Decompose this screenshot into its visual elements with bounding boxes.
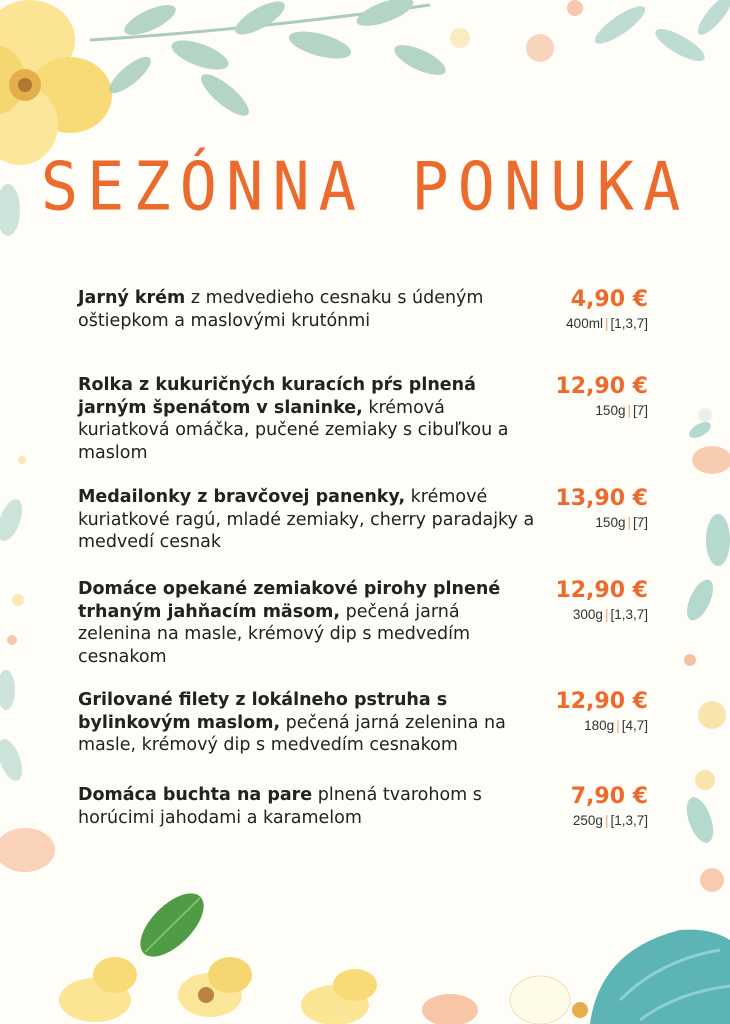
item-meta — [528, 316, 648, 331]
menu-item — [78, 486, 648, 554]
item-meta — [528, 515, 648, 530]
item-allergens: [7] — [632, 515, 648, 530]
item-detail: pečená jarná zelenina na masle, krémový dip s medvedím cesnakom — [78, 601, 471, 667]
item-detail: plnená tvarohom s horúcimi jahodami a karamelom — [78, 785, 482, 828]
item-detail: krémové kuriatkové ragú, mladé zemiaky, cherry paradajky a medvedí cesnak — [78, 487, 535, 552]
menu-item — [78, 374, 648, 464]
item-price: 13,90 € — [555, 486, 648, 511]
item-description — [78, 784, 538, 829]
divider: | — [616, 718, 620, 733]
item-name: Rolka z kukuričných kuracích pŕs plnená jarným špenátom v slaninke, — [78, 375, 476, 418]
item-name: Jarný krém — [78, 288, 186, 308]
item-meta — [528, 607, 648, 622]
item-portion: 180g — [584, 718, 615, 733]
item-portion: 300g — [572, 607, 603, 622]
right-leaves-icon — [681, 408, 730, 892]
page-title: SEZÓNNA PONUKA — [40, 147, 690, 226]
item-name: Medailonky z bravčovej panenky, — [78, 487, 406, 507]
item-allergens: [4,7] — [621, 718, 648, 733]
item-detail: krémová kuriatková omáčka, pučené zemiaky s cibuľkou a maslom — [78, 397, 509, 463]
price-block — [528, 486, 648, 530]
bottom-flowers-icon — [59, 957, 588, 1024]
menu-item — [78, 578, 648, 668]
yellow-flower-icon — [0, 0, 112, 165]
item-detail: z medvedieho cesnaku s údeným oštiepkom a maslovými krutónmi — [78, 288, 484, 331]
price-block — [528, 689, 648, 733]
item-detail: pečená jarná zelenina na masle, krémový dip s medvedím cesnakom — [78, 712, 506, 755]
item-allergens: [1,3,7] — [610, 607, 648, 622]
item-description — [78, 486, 538, 554]
item-description — [78, 374, 538, 464]
item-allergens: [7] — [632, 403, 648, 418]
leaf-branch-icon — [90, 0, 450, 122]
menu-item — [78, 287, 648, 332]
item-name: Domáca buchta na pare — [78, 785, 313, 805]
divider: | — [604, 607, 609, 622]
item-name: Grilované filety z lokálneho pstruha s bylinkovým maslom, — [78, 690, 448, 733]
item-meta — [528, 403, 648, 418]
item-price: 12,90 € — [555, 578, 648, 603]
item-description — [78, 689, 538, 757]
item-price: 12,90 € — [555, 374, 648, 399]
item-meta — [528, 813, 648, 828]
item-price: 4,90 € — [570, 287, 648, 312]
divider: | — [627, 403, 631, 418]
divider: | — [604, 813, 609, 828]
item-portion: 250g — [572, 813, 603, 828]
menu-item — [78, 689, 648, 757]
price-block — [528, 374, 648, 418]
menu-item — [78, 784, 648, 829]
divider: | — [604, 316, 609, 331]
price-block — [528, 784, 648, 828]
item-allergens: [1,3,7] — [610, 316, 648, 331]
item-description — [78, 578, 538, 668]
item-portion: 400ml — [566, 316, 603, 331]
item-allergens: [1,3,7] — [610, 813, 648, 828]
item-price: 12,90 € — [555, 689, 648, 714]
item-meta — [528, 718, 648, 733]
item-portion: 150g — [595, 403, 626, 418]
item-name: Domáce opekané zemiakové pirohy plnené trhaným jahňacím mäsom, — [78, 579, 501, 622]
price-block — [528, 287, 648, 331]
item-description — [78, 287, 538, 332]
item-portion: 150g — [595, 515, 626, 530]
top-right-leaves-icon — [450, 0, 730, 67]
monstera-leaf-icon — [590, 930, 730, 1024]
green-leaf-icon — [130, 883, 215, 968]
left-leaves-icon — [0, 184, 55, 872]
item-price: 7,90 € — [570, 784, 648, 809]
divider: | — [627, 515, 631, 530]
price-block — [528, 578, 648, 622]
